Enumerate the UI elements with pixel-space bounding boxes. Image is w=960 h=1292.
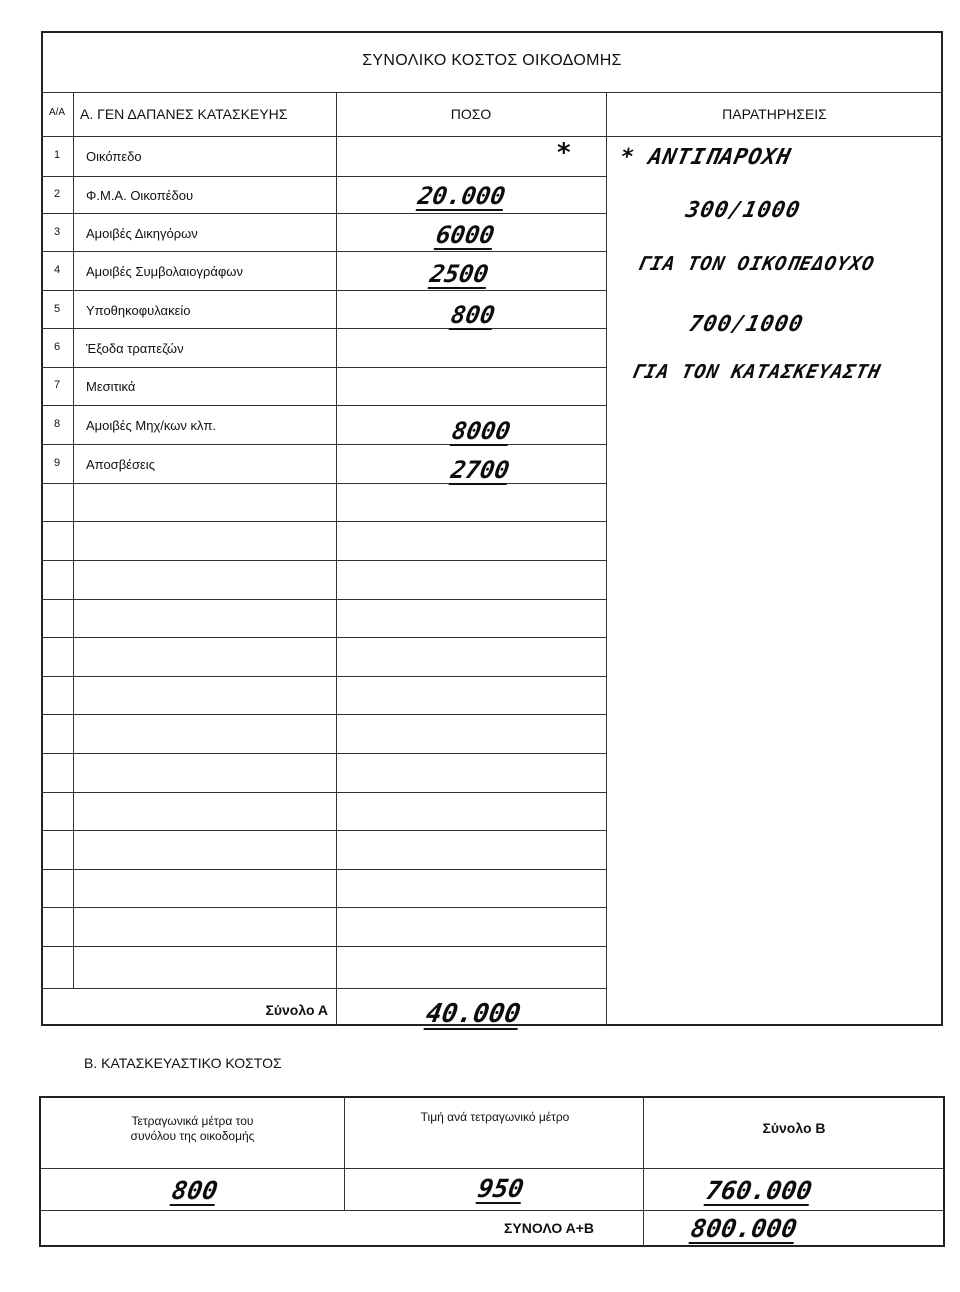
page-title: ΣΥΝΟΛΙΚΟ ΚΟΣΤΟΣ ΟΙΚΟΔΟΜΗΣ	[362, 52, 622, 69]
row-amount: *	[556, 138, 572, 168]
row-divider	[41, 599, 607, 600]
row-divider	[41, 830, 607, 831]
header-amount: ΠΟΣΟ	[450, 106, 492, 122]
col-divider	[643, 1096, 644, 1247]
grand-total-value: 800.000	[688, 1214, 800, 1243]
row-number: 6	[53, 341, 61, 353]
row-number: 8	[53, 418, 61, 430]
row-amount: 2500	[427, 260, 491, 288]
total-a-label: Σύνολο Α	[265, 1002, 328, 1018]
row-divider	[41, 637, 607, 638]
row-divider	[41, 251, 607, 252]
row-number: 5	[53, 303, 61, 315]
row-divider	[41, 92, 943, 93]
row-amount: 6000	[433, 221, 497, 249]
sqm-value: 800	[169, 1176, 220, 1205]
header-price: Τιμή ανά τετραγωνικό μέτρο	[420, 1110, 570, 1124]
row-amount: 20.000	[415, 182, 508, 210]
row-divider	[41, 444, 607, 445]
row-number: 4	[53, 264, 61, 276]
row-label: Φ.Μ.Α. Οικοπέδου	[86, 188, 194, 203]
row-label: Αμοιβές Συμβολαιογράφων	[86, 264, 243, 279]
row-label: Αμοιβές Δικηγόρων	[86, 226, 198, 241]
row-divider	[41, 676, 607, 677]
remark-line: ΓΙΑ ΤΟΝ ΚΑΤΑΣΚΕΥΑΣΤΗ	[629, 361, 884, 383]
row-amount: 2700	[448, 456, 512, 484]
row-divider	[41, 367, 607, 368]
row-divider	[41, 714, 607, 715]
col-divider	[73, 92, 74, 988]
row-divider	[41, 136, 943, 137]
row-label: Αμοιβές Μηχ/κων κλπ.	[86, 418, 217, 433]
row-label: Αποσβέσεις	[86, 457, 155, 472]
row-amount: 800	[448, 301, 498, 329]
row-number: 9	[53, 457, 61, 469]
col-divider	[344, 1096, 345, 1210]
row-number: 3	[53, 226, 61, 238]
row-number: 7	[53, 379, 61, 391]
row-divider	[41, 176, 607, 177]
row-divider	[41, 753, 607, 754]
row-divider	[41, 792, 607, 793]
row-label: Υποθηκοφυλακείο	[86, 303, 191, 318]
row-divider	[41, 290, 607, 291]
col-divider	[606, 92, 607, 1026]
row-divider	[41, 521, 607, 522]
row-divider	[39, 1210, 945, 1211]
row-divider	[41, 560, 607, 561]
row-divider	[41, 328, 607, 329]
row-label: Οικόπεδο	[86, 149, 142, 164]
row-amount: 8000	[449, 417, 513, 445]
header-remarks: ΠΑΡΑΤΗΡΗΣΕΙΣ	[722, 106, 827, 122]
row-divider	[41, 988, 607, 989]
remark-line: 300/1000	[683, 198, 803, 223]
header-section-a: Α. ΓΕΝ ΔΑΠΑΝΕΣ ΚΑΤΑΣΚΕΥΗΣ	[80, 106, 288, 122]
row-label: Έξοδα τραπεζών	[86, 341, 184, 356]
remark-line: ΓΙΑ ΤΟΝ ΟΙΚΟΠΕΔΟΥΧΟ	[635, 253, 877, 275]
row-divider	[41, 483, 607, 484]
price-value: 950	[475, 1174, 526, 1203]
section-a-table	[41, 31, 943, 1026]
header-sqm: Τετραγωνικά μέτρα του συνόλου της οικοδομής	[130, 1114, 255, 1143]
row-divider	[39, 1168, 945, 1169]
row-number: 2	[53, 188, 61, 200]
header-aa: Α/Α	[48, 107, 66, 118]
grand-total-label: ΣΥΝΟΛΟ Α+Β	[504, 1220, 594, 1236]
row-label: Μεσιτικά	[86, 379, 136, 394]
row-divider	[41, 213, 607, 214]
row-divider	[41, 907, 607, 908]
header-total-b: Σύνολο Β	[762, 1120, 826, 1136]
row-divider	[41, 869, 607, 870]
total-b-value: 760.000	[703, 1176, 815, 1205]
remark-line: 700/1000	[686, 312, 806, 337]
row-number: 1	[53, 149, 61, 161]
total-a-value: 40.000	[423, 999, 523, 1029]
col-divider	[336, 92, 337, 1026]
row-divider	[41, 405, 607, 406]
remark-line: * ΑΝΤΙΠΑΡΟΧΗ	[617, 145, 794, 170]
row-divider	[41, 946, 607, 947]
section-b-title: Β. ΚΑΤΑΣΚΕΥΑΣΤΙΚΟ ΚΟΣΤΟΣ	[84, 1055, 282, 1071]
